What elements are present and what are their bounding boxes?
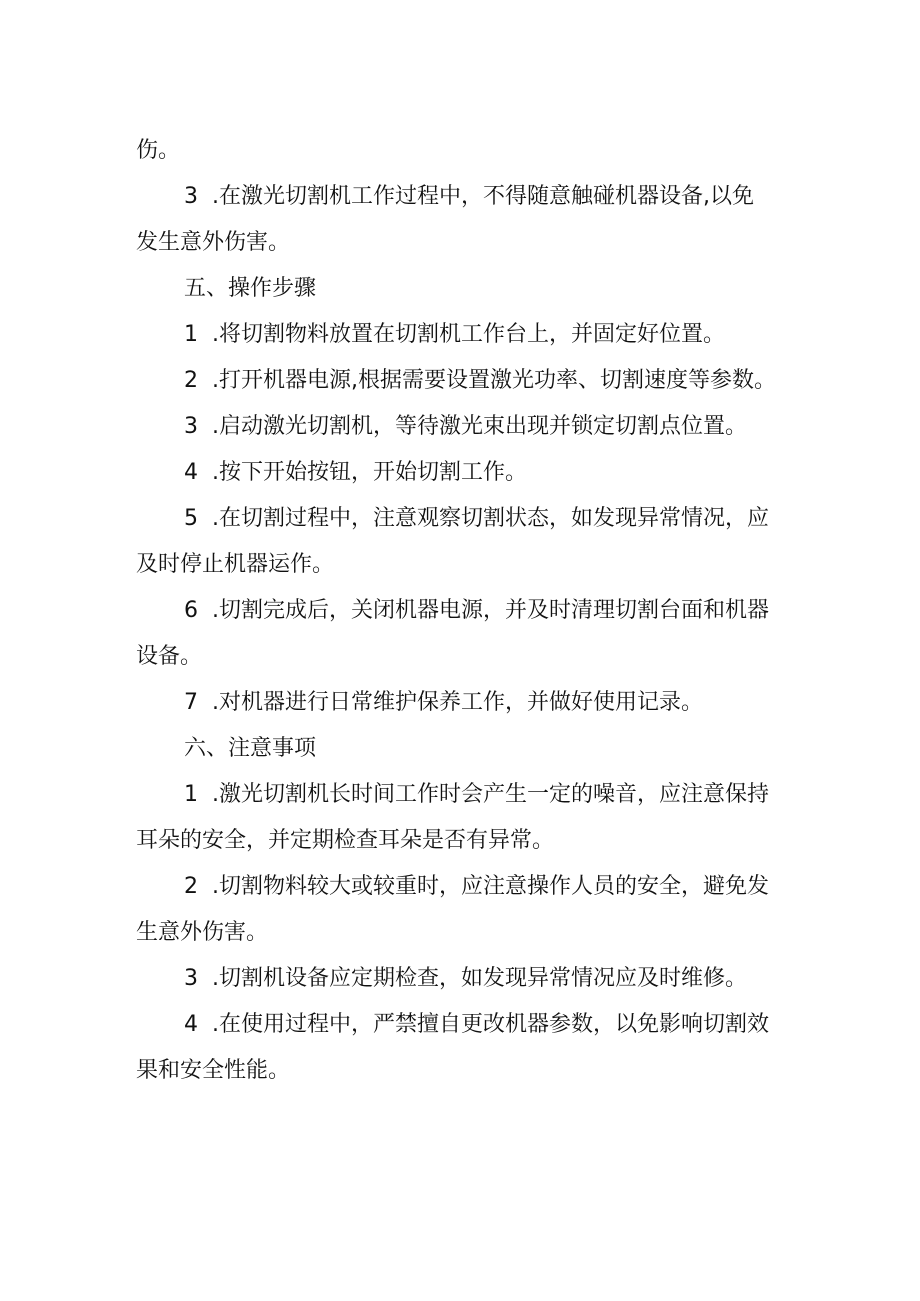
text-line: 发生意外伤害。 [136, 230, 291, 255]
section-heading: 五、操作步骤 [184, 276, 317, 301]
list-item: 1 .将切割物料放置在切割机工作台上，并固定好位置。 [184, 322, 725, 347]
section-heading: 六、注意事项 [184, 736, 317, 761]
text-line: 耳朵的安全，并定期检查耳朵是否有异常。 [136, 828, 555, 853]
document-body [136, 128, 790, 1094]
text-line: 果和安全性能。 [136, 1058, 291, 1083]
text-line: 设备。 [136, 644, 203, 669]
list-item: 7 .对机器进行日常维护保养工作，并做好使用记录。 [184, 690, 703, 715]
list-item: 3 .切割机设备应定期检查，如发现异常情况应及时维修。 [184, 966, 747, 991]
list-item: 4 .按下开始按钮，开始切割工作。 [184, 460, 527, 485]
list-item: 2 .打开机器电源,根据需要设置激光功率、切割速度等参数。 [184, 368, 776, 393]
list-item: 4 .在使用过程中，严禁擅自更改机器参数，以免影响切割效 [184, 1012, 769, 1037]
text-line: 生意外伤害。 [136, 920, 269, 945]
text-line: 伤。 [136, 138, 181, 163]
list-item: 5 .在切割过程中，注意观察切割状态，如发现异常情况，应 [184, 506, 769, 531]
list-item: 2 .切割物料较大或较重时，应注意操作人员的安全，避免发 [184, 874, 769, 899]
list-item: 1 .激光切割机长时间工作时会产生一定的噪音，应注意保持 [184, 782, 769, 807]
text-line: 及时停止机器运作。 [136, 552, 335, 577]
list-item: 3 .启动激光切割机，等待激光束出现并锁定切割点位置。 [184, 414, 747, 439]
list-item: 3 .在激光切割机工作过程中，不得随意触碰机器设备,以免 [184, 184, 754, 209]
list-item: 6 .切割完成后，关闭机器电源，并及时清理切割台面和机器 [184, 598, 769, 623]
